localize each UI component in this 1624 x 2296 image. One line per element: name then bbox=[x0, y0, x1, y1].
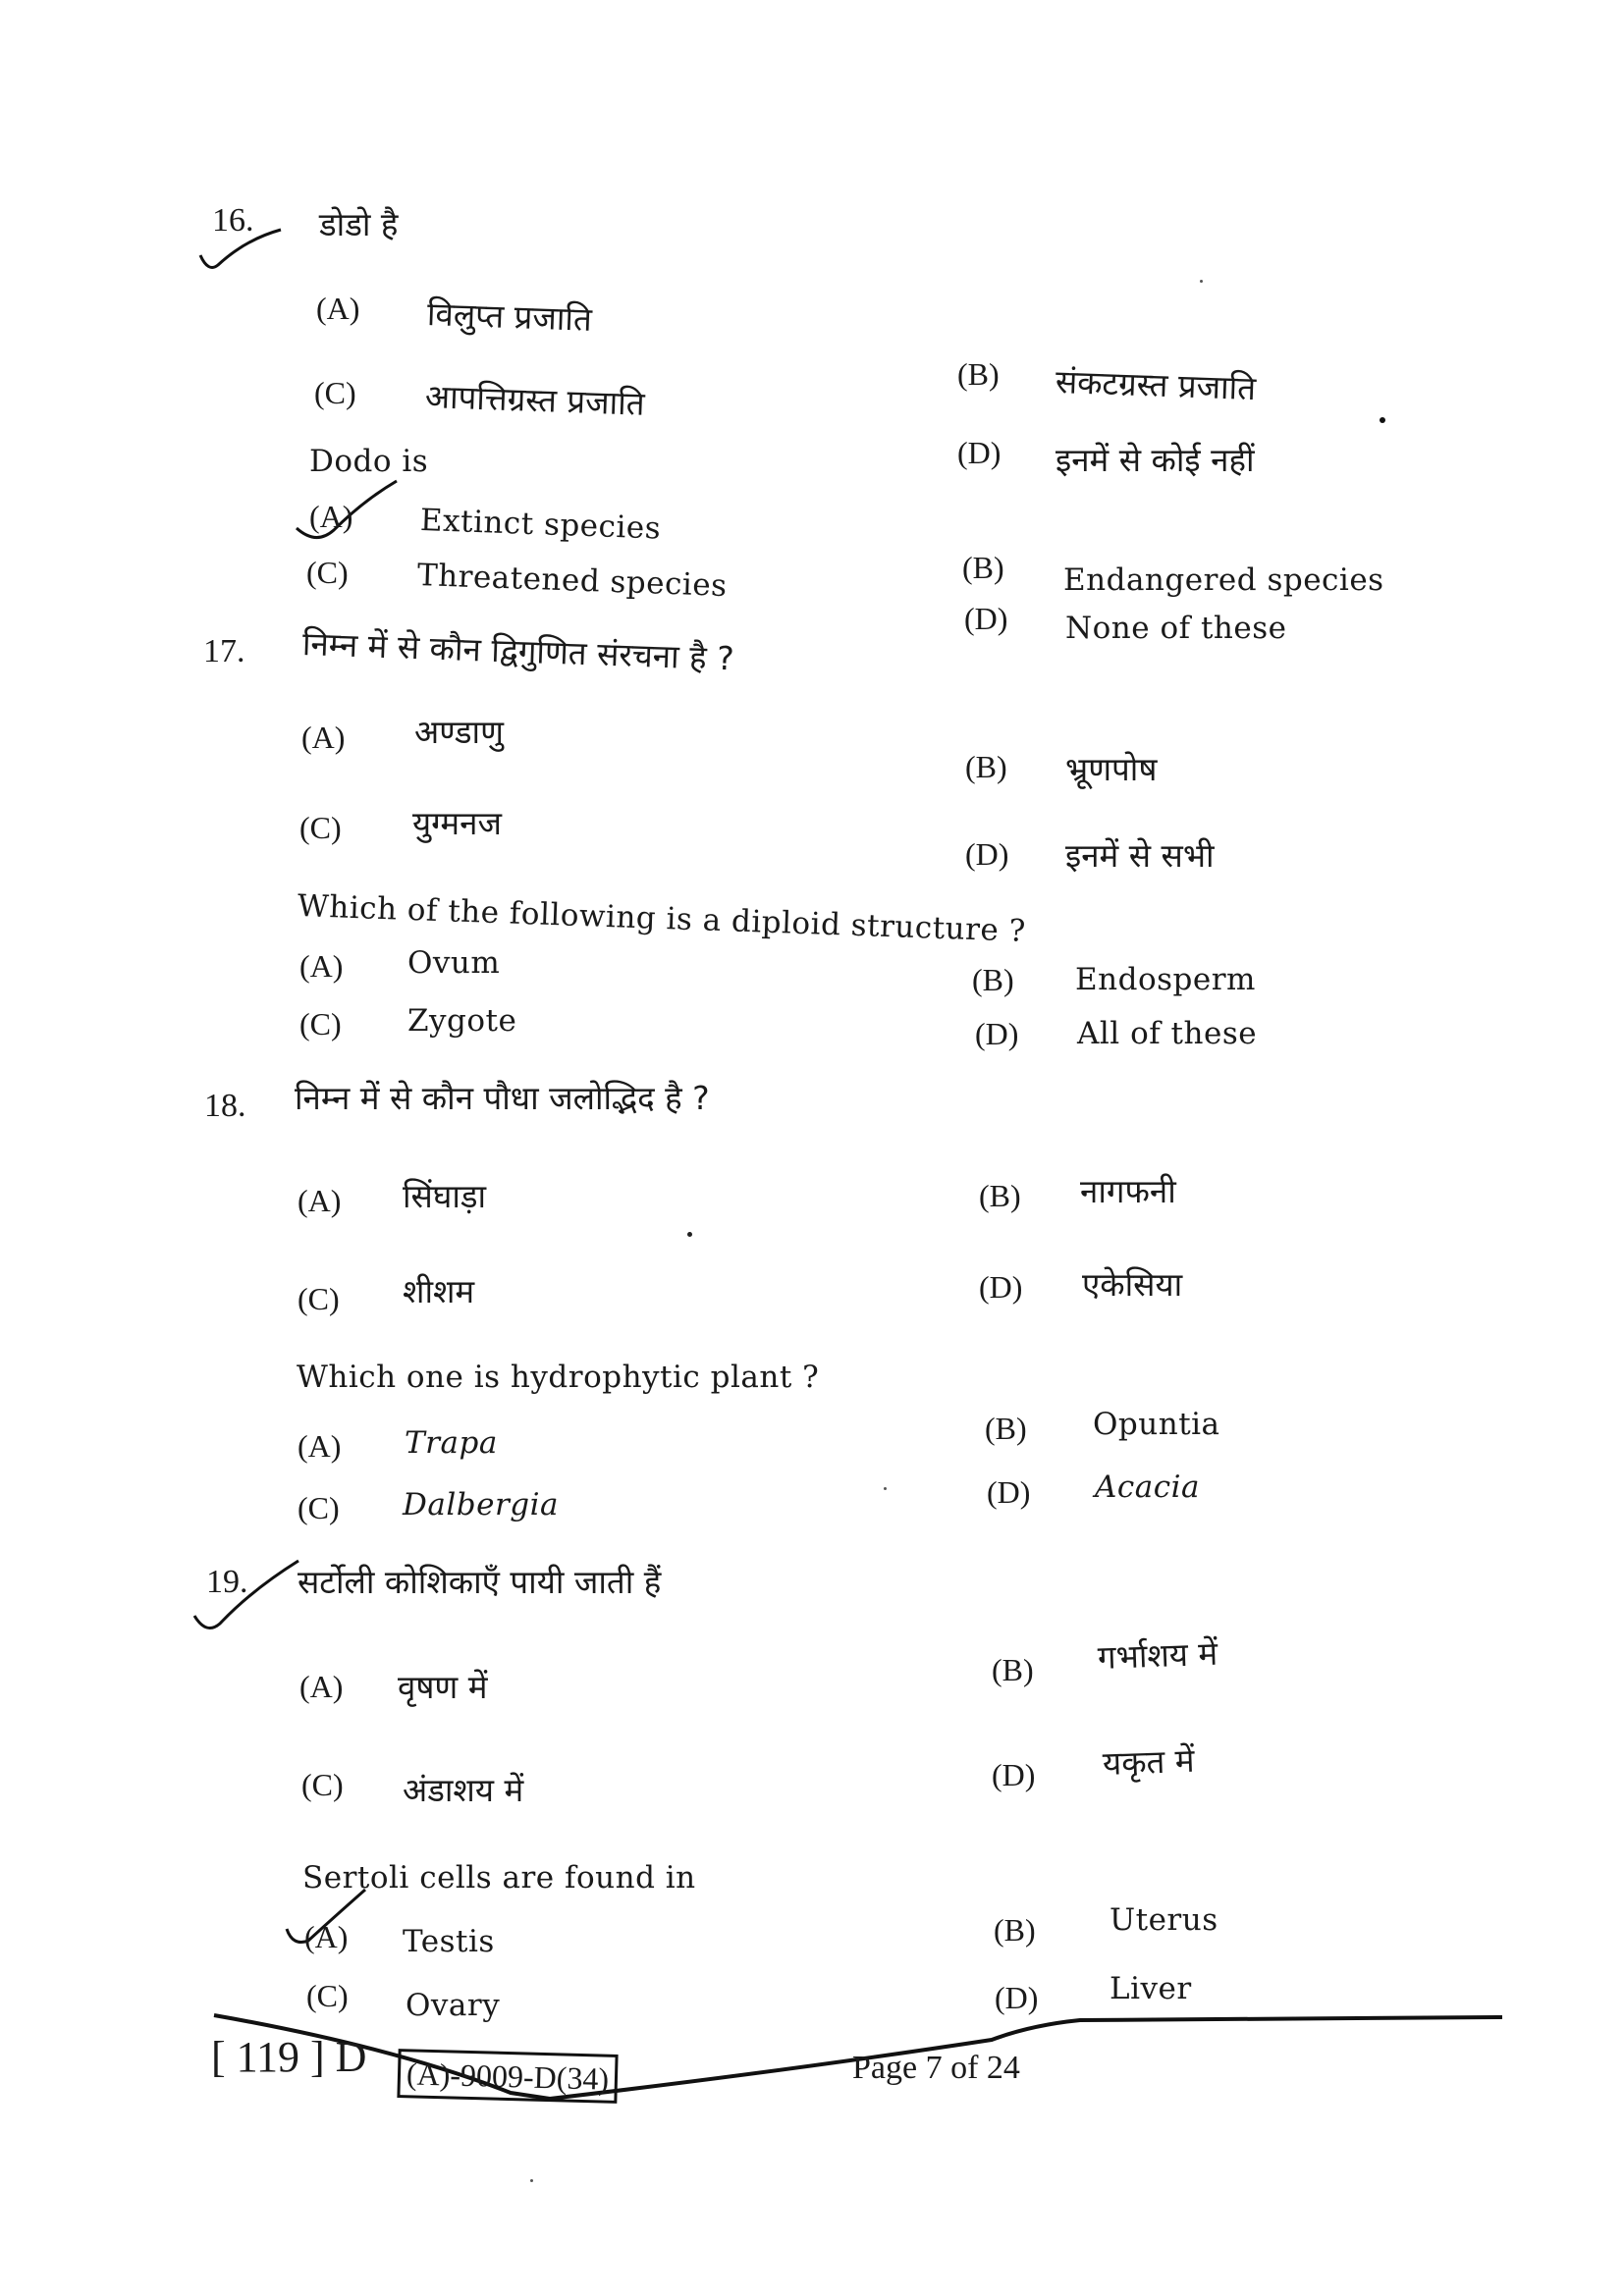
option-label-d: (D) bbox=[975, 1016, 1019, 1051]
question-number: 17. bbox=[203, 633, 245, 669]
english-question: Which of the following is a diploid structure ? bbox=[297, 888, 1027, 949]
hindi-option-b: भ्रूणपोष bbox=[1065, 750, 1158, 788]
hindi-question: डोडो है bbox=[319, 205, 399, 243]
speck bbox=[530, 2179, 533, 2182]
question-number: 16. bbox=[212, 202, 254, 239]
option-label-c: (C) bbox=[298, 1490, 340, 1525]
option-label-a: (A) bbox=[299, 948, 344, 984]
option-label-d: (D) bbox=[979, 1269, 1023, 1305]
hindi-option-d: इनमें से कोई नहीं bbox=[1056, 441, 1255, 479]
english-option-b: Endosperm bbox=[1075, 962, 1256, 997]
hindi-option-a: विलुप्त प्रजाति bbox=[426, 294, 593, 339]
hindi-option-a: वृषण में bbox=[398, 1668, 488, 1706]
english-question: Dodo is bbox=[309, 444, 429, 479]
speck bbox=[884, 1487, 887, 1490]
option-label-b: (B) bbox=[994, 1912, 1036, 1948]
footer-paper-code: [ 119 ] D bbox=[211, 2033, 367, 2081]
hindi-option-d: यकृत में bbox=[1102, 1740, 1196, 1783]
hindi-option-b: संकटग्रस्त प्रजाति bbox=[1055, 362, 1257, 408]
option-label-d: (D) bbox=[995, 1980, 1039, 2015]
page-number: Page 7 of 24 bbox=[852, 2050, 1020, 2086]
english-option-c: Threatened species bbox=[416, 558, 729, 605]
hindi-option-d: एकेसिया bbox=[1082, 1265, 1183, 1304]
option-label-a: (A) bbox=[298, 1428, 342, 1464]
option-label-b: (B) bbox=[979, 1178, 1021, 1213]
english-option-b: Endangered species bbox=[1063, 562, 1384, 598]
english-option-c: Zygote bbox=[407, 1003, 517, 1039]
english-option-d: Liver bbox=[1110, 1971, 1192, 2006]
english-question: Sertoli cells are found in bbox=[302, 1860, 696, 1896]
english-option-a: Extinct species bbox=[419, 503, 662, 547]
option-label-d: (D) bbox=[957, 435, 1001, 470]
option-label-d: (D) bbox=[965, 836, 1009, 872]
question-number: 18. bbox=[204, 1088, 246, 1124]
hindi-question: सर्टोली कोशिकाएँ पायी जाती हैं bbox=[298, 1563, 662, 1601]
hindi-option-b: गर्भाशय में bbox=[1097, 1633, 1218, 1677]
option-label-d: (D) bbox=[964, 601, 1008, 636]
english-question: Which one is hydrophytic plant ? bbox=[297, 1360, 820, 1395]
hindi-option-a: अण्डाणु bbox=[414, 713, 504, 751]
speck bbox=[687, 1232, 692, 1237]
option-label-b: (B) bbox=[965, 749, 1007, 784]
option-label-c: (C) bbox=[298, 1281, 340, 1316]
english-option-d: None of these bbox=[1065, 611, 1287, 646]
english-option-a: Trapa bbox=[405, 1425, 498, 1461]
hindi-option-d: इनमें से सभी bbox=[1065, 836, 1215, 875]
option-label-a: (A) bbox=[299, 1669, 344, 1704]
english-option-d: All of these bbox=[1077, 1016, 1258, 1051]
option-label-a: (A) bbox=[309, 499, 353, 534]
option-label-b: (B) bbox=[972, 962, 1014, 997]
english-option-b: Opuntia bbox=[1093, 1407, 1220, 1442]
checkmark-icon bbox=[196, 226, 295, 275]
hindi-option-c: युग्मनज bbox=[412, 804, 502, 842]
hindi-option-b: नागफनी bbox=[1080, 1172, 1176, 1210]
option-label-c: (C) bbox=[306, 555, 349, 590]
option-label-b: (B) bbox=[985, 1411, 1027, 1446]
option-label-a: (A) bbox=[316, 291, 360, 326]
hindi-question: निम्न में से कौन पौधा जलोद्भिद है ? bbox=[295, 1079, 710, 1117]
speck bbox=[1380, 417, 1385, 423]
english-option-a: Testis bbox=[403, 1924, 495, 1959]
hindi-option-c: शीशम bbox=[403, 1272, 475, 1310]
english-option-d: Acacia bbox=[1095, 1469, 1200, 1505]
option-label-c: (C) bbox=[301, 1767, 344, 1802]
option-label-b: (B) bbox=[992, 1652, 1034, 1687]
option-label-c: (C) bbox=[299, 1006, 342, 1041]
option-label-a: (A) bbox=[301, 720, 346, 755]
speck bbox=[1200, 280, 1203, 283]
english-option-a: Ovum bbox=[407, 945, 501, 981]
english-option-b: Uterus bbox=[1110, 1902, 1218, 1938]
option-label-b: (B) bbox=[957, 356, 1000, 392]
hindi-option-c: आपत्तिग्रस्त प्रजाति bbox=[424, 377, 646, 423]
hindi-option-a: सिंघाड़ा bbox=[403, 1177, 487, 1215]
footer-series-code: (A)-9009-D(34) bbox=[397, 2049, 618, 2104]
option-label-a: (A) bbox=[304, 1919, 349, 1954]
hindi-question: निम्न में से कौन द्विगुणित संरचना है ? bbox=[301, 624, 735, 678]
option-label-c: (C) bbox=[306, 1978, 349, 2013]
hindi-option-c: अंडाशय में bbox=[403, 1771, 524, 1809]
option-label-b: (B) bbox=[962, 550, 1004, 585]
checkmark-icon bbox=[192, 1561, 310, 1639]
english-option-c: Ovary bbox=[406, 1988, 501, 2023]
question-number: 19. bbox=[206, 1564, 248, 1600]
option-label-d: (D) bbox=[987, 1474, 1031, 1510]
option-label-c: (C) bbox=[299, 810, 342, 845]
option-label-c: (C) bbox=[314, 375, 356, 410]
option-label-d: (D) bbox=[992, 1757, 1036, 1792]
english-option-c: Dalbergia bbox=[403, 1487, 560, 1522]
option-label-a: (A) bbox=[298, 1183, 342, 1218]
